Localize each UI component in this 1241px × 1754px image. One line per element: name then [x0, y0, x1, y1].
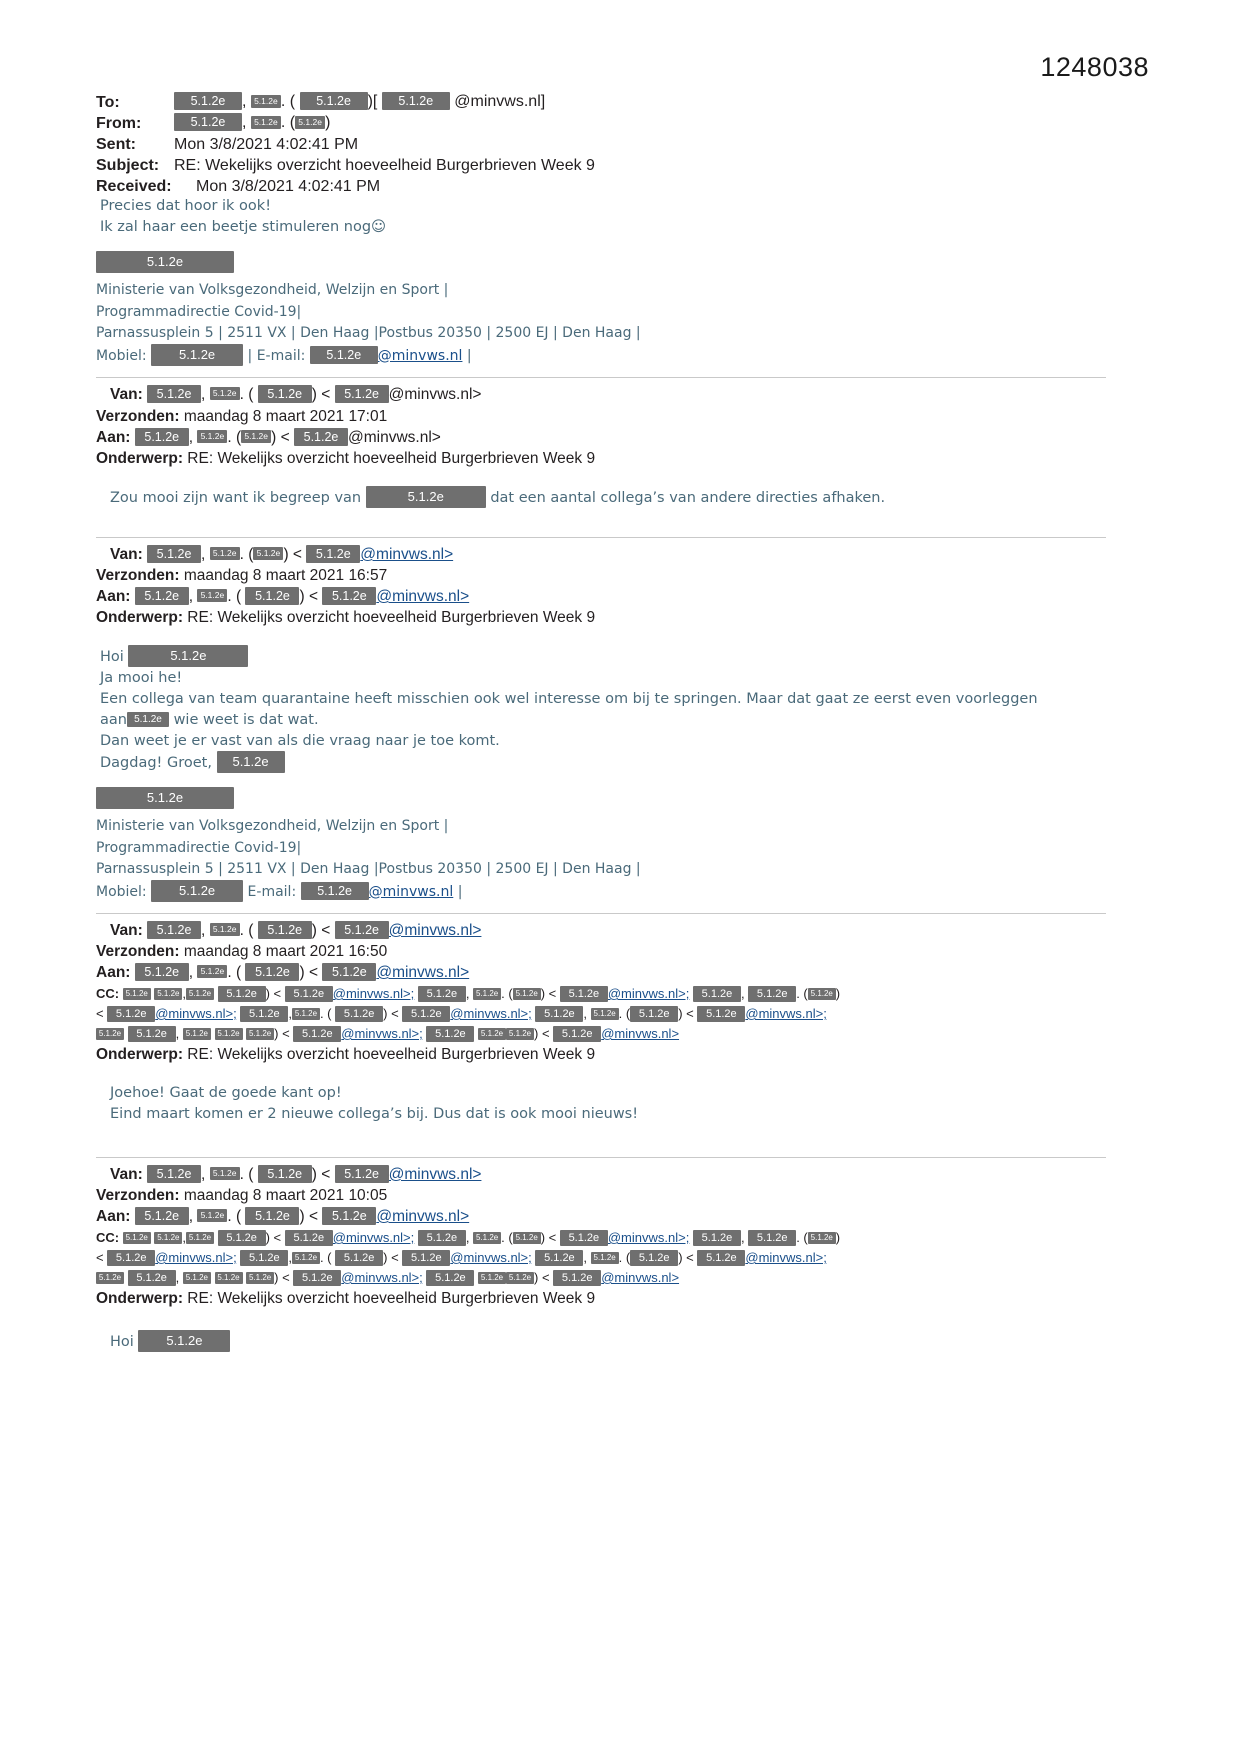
quote-1 — [96, 384, 1106, 509]
redaction: 5.1.2e — [151, 880, 243, 902]
redaction: 5.1.2e — [127, 712, 169, 727]
redaction: 5.1.2e — [292, 1008, 320, 1020]
signature-ministry: Ministerie van Volksgezondheid, Welzijn en Sport | — [96, 818, 449, 834]
van-label: Van: — [110, 1166, 143, 1183]
redaction: 5.1.2e — [218, 1230, 266, 1246]
redaction: 5.1.2e — [215, 1028, 243, 1040]
header-row-from — [96, 113, 1096, 134]
cc-row-1: CC: 5.1.2e 5.1.2e , 5.1.2e 5.1.2e ) < 5.1.2e @minvws.nl>; 5.1.2e , 5.1.2e . ( 5.1.2e ) < 5.1.2e @minvws.nl>; 5.1.2e , 5.1.2e . ( 5.1.2e ) — [96, 986, 841, 1001]
redaction: 5.1.2e — [197, 965, 227, 978]
redaction: 5.1.2e — [693, 1230, 741, 1246]
quote-4-verzonden — [96, 1185, 1106, 1206]
message-1-signature-name — [96, 252, 1106, 274]
redaction: 5.1.2e — [426, 1026, 474, 1042]
redaction: 5.1.2e — [335, 385, 389, 403]
to-domain: @minvws.nl] — [454, 93, 546, 111]
redaction: 5.1.2e — [96, 1028, 124, 1040]
quote-2-line-3a: aan — [100, 712, 127, 728]
quote-3 — [96, 920, 1106, 1125]
verzonden-value: maandag 8 maart 2021 16:50 — [183, 943, 388, 960]
redaction: 5.1.2e — [128, 1026, 176, 1042]
redaction: 5.1.2e — [123, 988, 151, 1000]
redaction: 5.1.2e — [246, 1272, 274, 1284]
email-domain[interactable]: @minvws.nl — [377, 347, 463, 364]
aan-domain[interactable]: @minvws.nl> — [376, 1208, 470, 1225]
quote-2-line-3b: wie weet is dat wat. — [173, 712, 319, 728]
redaction: 5.1.2e — [310, 346, 378, 364]
redaction: 5.1.2e — [240, 1006, 288, 1022]
document-number: 1248038 — [1040, 52, 1149, 82]
redaction: 5.1.2e — [295, 116, 325, 129]
redaction: 5.1.2e — [426, 1270, 474, 1286]
signature-address: Parnassusplein 5 | 2511 VX | Den Haag |Postbus 20350 | 2500 EJ | Den Haag | — [96, 325, 641, 341]
redaction: 5.1.2e — [245, 963, 299, 981]
redaction: 5.1.2e — [697, 1006, 745, 1022]
quote-1-verzonden — [96, 406, 1106, 427]
quote-4 — [96, 1164, 1106, 1353]
cc-domain[interactable]: @minvws.nl>; — [745, 1250, 827, 1265]
redaction: 5.1.2e — [246, 1028, 274, 1040]
onderwerp-label: Onderwerp: — [96, 1046, 183, 1063]
redaction: 5.1.2e — [322, 963, 376, 981]
redaction: 5.1.2e — [154, 1232, 182, 1244]
redaction: 5.1.2e — [135, 428, 189, 446]
redaction: 5.1.2e — [322, 587, 376, 605]
redaction: 5.1.2e — [473, 988, 501, 1000]
mobiel-label: Mobiel: — [96, 347, 147, 364]
signature-contact — [96, 881, 1106, 904]
onderwerp-value: RE: Wekelijks overzicht hoeveelheid Burgerbrieven Week 9 — [187, 450, 596, 467]
message-1-line-1: Precies dat hoor ik ook! — [100, 198, 272, 214]
van-label: Van: — [110, 546, 143, 563]
signature-contact — [96, 345, 1106, 368]
quote-2-line-5 — [100, 752, 1106, 774]
cc-domain[interactable]: @minvws.nl>; — [341, 1270, 423, 1285]
greeting-text: Hoi — [100, 649, 124, 665]
redaction: 5.1.2e — [210, 547, 240, 560]
quote-2-onderwerp — [96, 607, 1106, 628]
redaction: 5.1.2e — [138, 1330, 230, 1352]
redaction: 5.1.2e — [217, 751, 285, 773]
redaction: 5.1.2e — [210, 387, 240, 400]
redaction: 5.1.2e — [366, 486, 486, 508]
redaction: 5.1.2e — [245, 587, 299, 605]
redaction: 5.1.2e — [285, 986, 333, 1002]
quote-3-aan: Aan: 5.1.2e , 5.1.2e . ( 5.1.2e ) < 5.1.2e @minvws.nl> — [96, 964, 470, 981]
redaction: 5.1.2e — [808, 988, 836, 1000]
redaction: 5.1.2e — [147, 921, 201, 939]
signature-ministry: Ministerie van Volksgezondheid, Welzijn en Sport | — [96, 282, 449, 298]
redaction: 5.1.2e — [210, 923, 240, 936]
cc-label: CC: — [96, 1230, 120, 1245]
cc-row-2: < 5.1.2e @minvws.nl>; 5.1.2e , 5.1.2e . ( 5.1.2e ) < 5.1.2e @minvws.nl>; 5.1.2e , 5.1.2e . ( 5.1.2e ) < 5.1.2e @minvws.nl>; — [96, 1250, 827, 1265]
onderwerp-value: RE: Wekelijks overzicht hoeveelheid Burgerbrieven Week 9 — [187, 1046, 596, 1063]
redaction: 5.1.2e — [174, 92, 242, 110]
quote-1-header — [110, 384, 1106, 405]
quote-2-greeting — [100, 646, 1106, 668]
divider — [96, 913, 1106, 914]
redaction: 5.1.2e — [301, 882, 369, 900]
redaction: 5.1.2e — [151, 344, 243, 366]
header-row-subject — [96, 155, 1096, 176]
greeting-text: Hoi — [110, 1334, 134, 1350]
aan-domain: @minvws.nl> — [348, 429, 441, 446]
cc-row-1: CC: 5.1.2e 5.1.2e , 5.1.2e 5.1.2e ) < 5.1.2e @minvws.nl>; 5.1.2e , 5.1.2e . ( 5.1.2e ) < 5.1.2e @minvws.nl>; 5.1.2e , 5.1.2e . ( 5.1.2e ) — [96, 1230, 841, 1245]
quote-1-body-head: Zou mooi zijn want ik begreep van — [110, 490, 362, 506]
onderwerp-label: Onderwerp: — [96, 1290, 183, 1307]
cc-domain[interactable]: @minvws.nl> — [601, 1026, 680, 1041]
redaction: 5.1.2e — [560, 1230, 608, 1246]
quote-2-signoff: Dagdag! Groet, — [100, 755, 212, 771]
redaction: 5.1.2e — [478, 1028, 506, 1040]
quote-1-body-tail: dat een aantal collega’s van andere directies afhaken. — [490, 490, 886, 506]
quote-3-line-2: Eind maart komen er 2 nieuwe collega’s bij. Dus dat is ook mooi nieuws! — [110, 1106, 639, 1122]
redaction: 5.1.2e — [240, 1250, 288, 1266]
quote-4-onderwerp — [96, 1288, 1106, 1309]
quote-2-van: Van: 5.1.2e , 5.1.2e . ( 5.1.2e ) < 5.1.2e @minvws.nl> — [110, 546, 454, 563]
redaction: 5.1.2e — [147, 1165, 201, 1183]
redaction: 5.1.2e — [553, 1026, 601, 1042]
redaction: 5.1.2e — [591, 1252, 619, 1264]
sent-label: Sent: — [96, 135, 136, 153]
van-domain: @minvws.nl> — [388, 386, 482, 403]
redaction: 5.1.2e — [147, 545, 201, 563]
redaction: 5.1.2e — [218, 986, 266, 1002]
redaction: 5.1.2e — [402, 1250, 450, 1266]
redaction: 5.1.2e — [402, 1006, 450, 1022]
redaction: 5.1.2e — [294, 428, 348, 446]
email-tail: | — [457, 883, 463, 900]
van-domain[interactable]: @minvws.nl> — [388, 922, 482, 939]
subject-label: Subject: — [96, 156, 160, 174]
aan-label: Aan: — [96, 1208, 131, 1225]
quote-1-body — [110, 487, 1106, 509]
redaction: 5.1.2e — [292, 1252, 320, 1264]
received-value: Mon 3/8/2021 4:02:41 PM — [196, 177, 381, 195]
redaction: 5.1.2e — [513, 1232, 541, 1244]
van-domain[interactable]: @minvws.nl> — [388, 1166, 482, 1183]
quote-2-signature-name — [96, 788, 1106, 810]
redaction: 5.1.2e — [186, 988, 214, 1000]
to-label: To: — [96, 93, 120, 111]
redaction: 5.1.2e — [322, 1207, 376, 1225]
redaction: 5.1.2e — [258, 385, 312, 403]
subject-value: RE: Wekelijks overzicht hoeveelheid Burgerbrieven Week 9 — [174, 156, 595, 174]
email-tail: | — [466, 347, 472, 364]
verzonden-value: maandag 8 maart 2021 17:01 — [183, 408, 388, 425]
verzonden-label: Verzonden: — [96, 408, 180, 425]
email-domain[interactable]: @minvws.nl — [368, 883, 454, 900]
redaction: 5.1.2e — [96, 1272, 124, 1284]
redaction: 5.1.2e — [748, 1230, 796, 1246]
quote-2 — [96, 544, 1106, 903]
redaction: 5.1.2e — [535, 1250, 583, 1266]
quote-2-verzonden — [96, 565, 1106, 586]
header-row-to — [96, 92, 1096, 113]
redaction: 5.1.2e — [123, 1232, 151, 1244]
quote-2-line-4: Dan weet je er vast van als die vraag naar je toe komt. — [100, 733, 500, 749]
to-value: 5.1.2e , 5.1.2e . ( 5.1.2e )[ 5.1.2e @minvws.nl] — [174, 93, 545, 111]
redaction: 5.1.2e — [258, 1165, 312, 1183]
email-label: | E-mail: — [247, 347, 306, 364]
quote-3-onderwerp — [96, 1044, 1106, 1065]
signature-address: Parnassusplein 5 | 2511 VX | Den Haag |Postbus 20350 | 2500 EJ | Den Haag | — [96, 861, 641, 877]
onderwerp-label: Onderwerp: — [96, 609, 183, 626]
quote-2-line-1: Ja mooi he! — [100, 670, 183, 686]
redaction: 5.1.2e — [147, 385, 201, 403]
quote-2-signature — [96, 816, 1106, 903]
redaction: 5.1.2e — [174, 113, 242, 131]
aan-label: Aan: — [96, 588, 131, 605]
onderwerp-value: RE: Wekelijks overzicht hoeveelheid Burgerbrieven Week 9 — [187, 1290, 596, 1307]
redaction: 5.1.2e — [107, 1250, 155, 1266]
redaction: 5.1.2e — [591, 1008, 619, 1020]
quote-1-onderwerp — [96, 448, 1106, 469]
cc-label: CC: — [96, 986, 120, 1001]
signature-directorate: Programmadirectie Covid-19| — [96, 303, 302, 320]
cc-domain[interactable]: @minvws.nl> — [601, 1270, 680, 1285]
redaction: 5.1.2e — [553, 1270, 601, 1286]
redaction: 5.1.2e — [215, 1272, 243, 1284]
redaction: 5.1.2e — [128, 645, 248, 667]
divider — [96, 377, 1106, 378]
redaction: 5.1.2e — [693, 986, 741, 1002]
redaction: 5.1.2e — [335, 921, 389, 939]
quote-4-van: Van: 5.1.2e , 5.1.2e . ( 5.1.2e ) < 5.1.2e @minvws.nl> — [110, 1166, 482, 1183]
redaction: 5.1.2e — [154, 988, 182, 1000]
redaction: 5.1.2e — [197, 589, 227, 602]
message-1-line-2: Ik zal haar een beetje stimuleren nog☺ — [100, 219, 387, 235]
redaction: 5.1.2e — [197, 1209, 227, 1222]
redaction: 5.1.2e — [560, 986, 608, 1002]
cc-domain[interactable]: @minvws.nl>; — [450, 1250, 532, 1265]
cc-domain[interactable]: @minvws.nl>; — [332, 1230, 415, 1245]
onderwerp-value: RE: Wekelijks overzicht hoeveelheid Burgerbrieven Week 9 — [187, 609, 596, 626]
quote-1-van: Van: 5.1.2e , 5.1.2e . ( 5.1.2e ) < 5.1.2e @minvws.nl> — [110, 386, 482, 403]
divider — [96, 537, 1106, 538]
redaction: 5.1.2e — [197, 430, 227, 443]
redaction: 5.1.2e — [186, 1232, 214, 1244]
cc-domain[interactable]: @minvws.nl>; — [450, 1006, 532, 1021]
redaction: 5.1.2e — [135, 1207, 189, 1225]
cc-row-3: 5.1.2e 5.1.2e , 5.1.2e 5.1.2e 5.1.2e ) < 5.1.2e @minvws.nl>; 5.1.2e 5.1.2e 5.1.2e ) < 5.1.2e @minvws.nl> — [96, 1024, 1106, 1043]
message-1 — [96, 196, 1106, 367]
cc-domain[interactable]: @minvws.nl>; — [332, 986, 415, 1001]
redaction: 5.1.2e — [135, 963, 189, 981]
mobiel-label: Mobiel: — [96, 883, 147, 900]
quote-4-cc — [96, 1228, 1106, 1287]
redaction: 5.1.2e — [210, 1167, 240, 1180]
redaction: 5.1.2e — [335, 1006, 383, 1022]
divider — [96, 1157, 1106, 1158]
quote-1-aan: Aan: 5.1.2e , 5.1.2e . ( 5.1.2e ) < 5.1.2e @minvws.nl> — [96, 429, 441, 446]
redaction: 5.1.2e — [300, 92, 368, 110]
aan-domain[interactable]: @minvws.nl> — [376, 588, 470, 605]
redaction: 5.1.2e — [306, 545, 360, 563]
aan-domain[interactable]: @minvws.nl> — [376, 964, 470, 981]
redaction: 5.1.2e — [251, 95, 281, 108]
redaction: 5.1.2e — [697, 1250, 745, 1266]
redaction: 5.1.2e — [418, 1230, 466, 1246]
redaction: 5.1.2e — [478, 1272, 506, 1284]
cc-row-2: < 5.1.2e @minvws.nl>; 5.1.2e , 5.1.2e . ( 5.1.2e ) < 5.1.2e @minvws.nl>; 5.1.2e , 5.1.2e . ( 5.1.2e ) < 5.1.2e @minvws.nl>; — [96, 1006, 827, 1021]
from-label: From: — [96, 114, 142, 132]
received-label: Received: — [96, 177, 172, 195]
redaction: 5.1.2e — [245, 1207, 299, 1225]
verzonden-label: Verzonden: — [96, 1187, 180, 1204]
quote-3-cc — [96, 984, 1106, 1043]
redaction: 5.1.2e — [506, 1272, 534, 1284]
verzonden-label: Verzonden: — [96, 567, 180, 584]
redaction: 5.1.2e — [107, 1006, 155, 1022]
redaction: 5.1.2e — [241, 430, 271, 443]
quote-3-verzonden — [96, 941, 1106, 962]
cc-domain[interactable]: @minvws.nl>; — [745, 1006, 827, 1021]
redaction: 5.1.2e — [473, 1232, 501, 1244]
header-row-sent — [96, 134, 1096, 155]
redaction: 5.1.2e — [96, 251, 234, 273]
redaction: 5.1.2e — [630, 1250, 678, 1266]
quote-4-aan: Aan: 5.1.2e , 5.1.2e . ( 5.1.2e ) < 5.1.2e @minvws.nl> — [96, 1208, 470, 1225]
email-header — [96, 92, 1096, 197]
aan-label: Aan: — [96, 429, 131, 446]
redaction: 5.1.2e — [808, 1232, 836, 1244]
cc-row-3: 5.1.2e 5.1.2e , 5.1.2e 5.1.2e 5.1.2e ) < 5.1.2e @minvws.nl>; 5.1.2e 5.1.2e 5.1.2e ) < 5.1.2e @minvws.nl> — [96, 1268, 1106, 1287]
verzonden-value: maandag 8 maart 2021 10:05 — [183, 1187, 388, 1204]
redaction: 5.1.2e — [513, 988, 541, 1000]
redaction: 5.1.2e — [183, 1272, 211, 1284]
aan-label: Aan: — [96, 964, 131, 981]
redaction: 5.1.2e — [285, 1230, 333, 1246]
header-row-received — [96, 176, 1096, 197]
quote-2-line-2: Een collega van team quarantaine heeft misschien ook wel interesse om bij te springen. Maar dat gaat ze eerst even voorleggen — [100, 691, 1038, 707]
redaction: 5.1.2e — [418, 986, 466, 1002]
quote-2-aan: Aan: 5.1.2e , 5.1.2e . ( 5.1.2e ) < 5.1.2e @minvws.nl> — [96, 588, 470, 605]
redaction: 5.1.2e — [293, 1270, 341, 1286]
message-1-signature — [96, 280, 1106, 367]
onderwerp-label: Onderwerp: — [96, 450, 183, 467]
cc-domain[interactable]: @minvws.nl>; — [607, 1230, 690, 1245]
cc-domain[interactable]: @minvws.nl>; — [155, 1250, 237, 1265]
van-domain[interactable]: @minvws.nl> — [360, 546, 454, 563]
redaction: 5.1.2e — [253, 547, 283, 560]
redaction: 5.1.2e — [335, 1165, 389, 1183]
quote-2-line-3 — [100, 710, 1106, 731]
quote-3-van: Van: 5.1.2e , 5.1.2e . ( 5.1.2e ) < 5.1.2e @minvws.nl> — [110, 922, 482, 939]
redaction: 5.1.2e — [382, 92, 450, 110]
redaction: 5.1.2e — [96, 787, 234, 809]
redaction: 5.1.2e — [183, 1028, 211, 1040]
redaction: 5.1.2e — [335, 1250, 383, 1266]
redaction: 5.1.2e — [251, 116, 281, 129]
redaction: 5.1.2e — [535, 1006, 583, 1022]
verzonden-label: Verzonden: — [96, 943, 180, 960]
van-label: Van: — [110, 386, 143, 403]
cc-domain[interactable]: @minvws.nl>; — [607, 986, 690, 1001]
from-value: 5.1.2e , 5.1.2e . ( 5.1.2e ) — [174, 114, 330, 132]
cc-domain[interactable]: @minvws.nl>; — [341, 1026, 423, 1041]
signature-directorate: Programmadirectie Covid-19| — [96, 839, 302, 856]
email-label: E-mail: — [247, 883, 297, 900]
redaction: 5.1.2e — [293, 1026, 341, 1042]
redaction: 5.1.2e — [506, 1028, 534, 1040]
redaction: 5.1.2e — [128, 1270, 176, 1286]
redaction: 5.1.2e — [630, 1006, 678, 1022]
sent-value: Mon 3/8/2021 4:02:41 PM — [174, 135, 359, 153]
quote-3-line-1: Joehoe! Gaat de goede kant op! — [110, 1085, 342, 1101]
quote-4-greeting — [110, 1331, 1106, 1353]
redaction: 5.1.2e — [748, 986, 796, 1002]
cc-domain[interactable]: @minvws.nl>; — [155, 1006, 237, 1021]
redaction: 5.1.2e — [135, 587, 189, 605]
verzonden-value: maandag 8 maart 2021 16:57 — [183, 567, 388, 584]
van-label: Van: — [110, 922, 143, 939]
email-body — [96, 196, 1106, 1353]
redaction: 5.1.2e — [258, 921, 312, 939]
